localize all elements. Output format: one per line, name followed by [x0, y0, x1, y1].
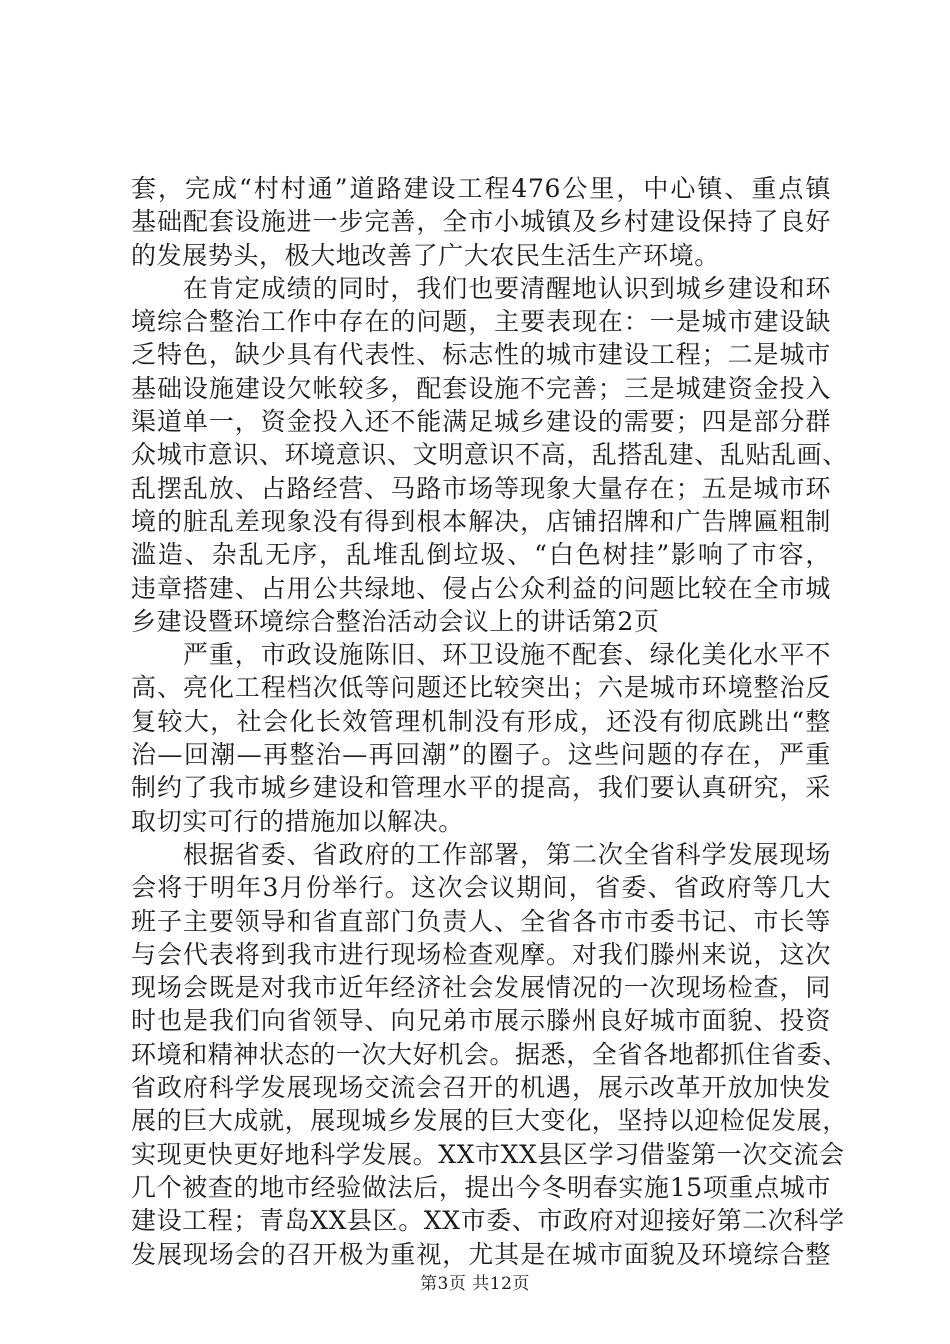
text-line: 建设工程；青岛XX县区。XX市委、市政府对迎接好第二次科学 [131, 1206, 845, 1236]
text-line: 几个被查的地市经验做法后，提出今冬明春实施15项重点城市 [131, 1172, 831, 1202]
document-body [131, 172, 848, 1271]
text-line: 境的脏乱差现象没有得到根本解决，店铺招牌和广告牌匾粗制 [131, 506, 831, 536]
text-line: 在肯定成绩的同时，我们也要清醒地认识到城乡建设和环 [131, 273, 831, 303]
text-line: 省政府科学发展现场交流会召开的机遇，展示改革开放加快发 [131, 1073, 831, 1103]
text-line: 乡建设暨环境综合整治活动会议上的讲话第2页 [131, 606, 660, 636]
text-line: 与会代表将到我市进行现场检查观摩。对我们滕州来说，这次 [131, 939, 831, 969]
text-line: 复较大，社会化长效管理机制没有形成，还没有彻底跳出“整 [131, 706, 831, 736]
text-line: 套，完成“村村通”道路建设工程476公里，中心镇、重点镇 [131, 174, 831, 203]
text-line: 违章搭建、占用公共绿地、侵占公众利益的问题比较在全市城 [131, 573, 831, 603]
text-line: 实现更快更好地科学发展。XX市XX县区学习借鉴第一次交流会 [131, 1139, 845, 1169]
text-line: 高、亮化工程档次低等问题还比较突出；六是城市环境整治反 [131, 673, 831, 703]
text-line: 发展现场会的召开极为重视，尤其是在城市面貌及环境综合整 [131, 1239, 831, 1269]
text-line: 会将于明年3月份举行。这次会议期间，省委、省政府等几大 [131, 873, 831, 903]
text-line: 基础设施建设欠帐较多，配套设施不完善；三是城建资金投入 [131, 373, 831, 403]
text-line: 现场会既是对我市近年经济社会发展情况的一次现场检查，同 [131, 973, 831, 1003]
text-line: 时也是我们向省领导、向兄弟市展示滕州良好城市面貌、投资 [131, 1006, 831, 1036]
text-line: 境综合整治工作中存在的问题，主要表现在：一是城市建设缺 [131, 307, 831, 337]
text-line: 展的巨大成就，展现城乡发展的巨大变化，坚持以迎检促发展， [131, 1106, 848, 1136]
text-line: 根据省委、省政府的工作部署，第二次全省科学发展现场 [131, 839, 831, 869]
text-line: 滥造、杂乱无序，乱堆乱倒垃圾、“白色树挂”影响了市容， [131, 540, 831, 570]
text-line: 基础配套设施进一步完善，全市小城镇及乡村建设保持了良好 [131, 207, 831, 237]
text-line: 取切实可行的措施加以解决。 [131, 806, 464, 836]
text-line: 渠道单一，资金投入还不能满足城乡建设的需要；四是部分群 [131, 407, 831, 437]
text-line: 班子主要领导和省直部门负责人、全省各市市委书记、市长等 [131, 906, 831, 936]
text-line: 环境和精神状态的一次大好机会。据悉，全省各地都抓住省委、 [131, 1039, 848, 1069]
text-line: 乱摆乱放、占路经营、马路市场等现象大量存在；五是城市环 [131, 473, 831, 503]
text-line: 乏特色，缺少具有代表性、标志性的城市建设工程；二是城市 [131, 340, 831, 370]
page-number-footer: 第3页 共12页 [420, 1274, 530, 1294]
text-line: 众城市意识、环境意识、文明意识不高，乱搭乱建、乱贴乱画、 [131, 440, 848, 470]
text-line: 严重，市政设施陈旧、环卫设施不配套、绿化美化水平不 [131, 640, 831, 670]
text-line: 治—回潮—再整治—再回潮”的圈子。这些问题的存在，严重 [131, 740, 831, 770]
text-line: 的发展势头，极大地改善了广大农民生活生产环境。 [131, 240, 720, 270]
text-line: 制约了我市城乡建设和管理水平的提高，我们要认真研究，采 [131, 773, 831, 803]
